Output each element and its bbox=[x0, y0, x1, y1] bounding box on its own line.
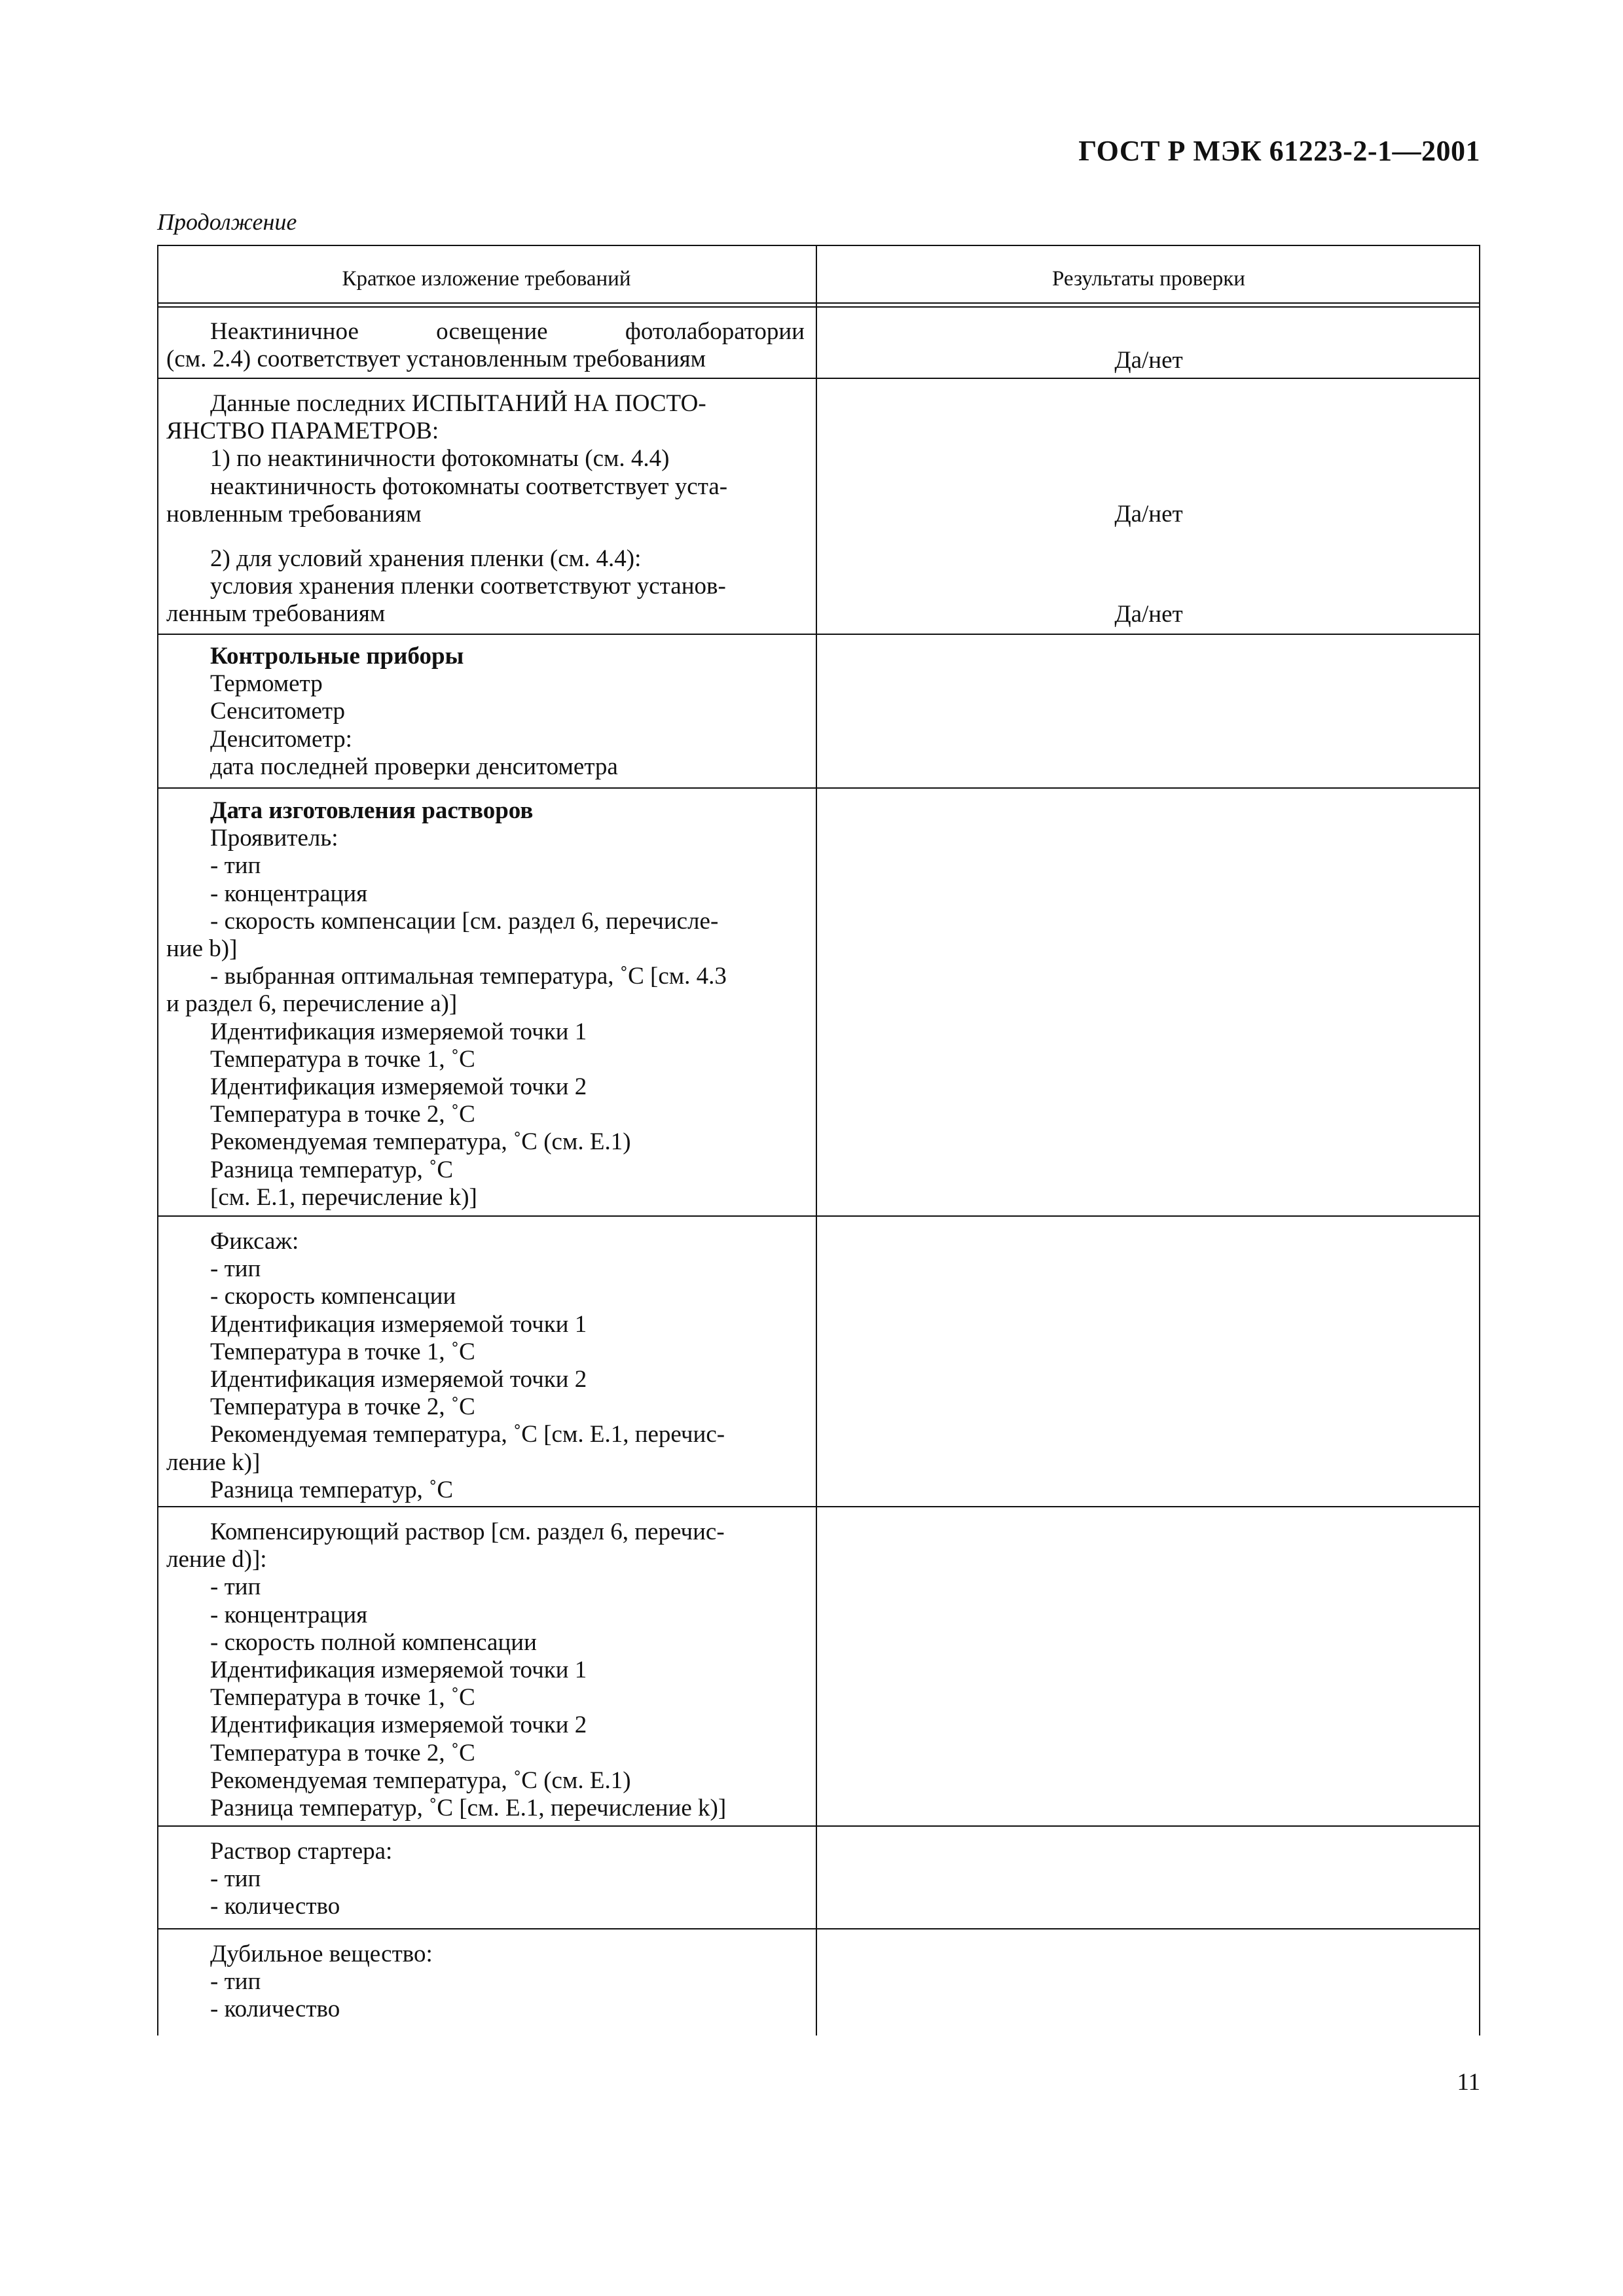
column-header-results: Результаты проверки bbox=[1052, 267, 1245, 291]
requirement-line: Проявитель: bbox=[210, 825, 338, 852]
requirement-line: (см. 2.4) соответствует установленным требованиям bbox=[166, 346, 706, 373]
requirement-line: новленным требованиям bbox=[166, 500, 422, 528]
result-yes-no: Да/нет bbox=[1114, 601, 1183, 628]
requirement-line: Идентификация измеряемой точки 2 bbox=[210, 1712, 587, 1739]
continuation-label: Продолжение bbox=[157, 209, 297, 235]
requirement-line: Сенситометр bbox=[210, 698, 346, 725]
page-number: 11 bbox=[1457, 2069, 1480, 2096]
requirement-line: - тип bbox=[210, 1865, 261, 1893]
column-header-requirements: Краткое изложение требований bbox=[342, 267, 631, 291]
table-row-replenisher bbox=[166, 1518, 805, 1822]
row-divider bbox=[157, 378, 1480, 379]
requirement-line: Разница температур, ˚С [см. Е.1, перечисление k)] bbox=[210, 1795, 727, 1822]
requirement-word: фотолаборатории bbox=[625, 318, 805, 345]
requirement-line: ление k)] bbox=[166, 1448, 261, 1476]
requirement-line: Температура в точке 2, ˚С bbox=[210, 1393, 475, 1421]
requirement-line: - концентрация bbox=[210, 1601, 368, 1628]
requirement-line: Разница температур, ˚С bbox=[210, 1476, 454, 1503]
requirement-line: Рекомендуемая температура, ˚С [см. Е.1, перечис- bbox=[210, 1421, 725, 1448]
standard-designation: ГОСТ Р МЭК 61223-2-1—2001 bbox=[1078, 135, 1480, 167]
requirement-line: Компенсирующий раствор [см. раздел 6, перечис- bbox=[210, 1518, 725, 1545]
requirement-line: Идентификация измеряемой точки 1 bbox=[210, 1310, 587, 1338]
header-rule-top bbox=[157, 302, 1480, 304]
row-divider bbox=[157, 1215, 1480, 1217]
requirement-line: Данные последних ИСПЫТАНИЙ НА ПОСТО- bbox=[210, 390, 706, 417]
requirement-line: Раствор стартера: bbox=[210, 1838, 393, 1865]
requirement-line: Идентификация измеряемой точки 1 bbox=[210, 1018, 587, 1045]
requirement-line: Разница температур, ˚С bbox=[210, 1156, 454, 1183]
table-header-row bbox=[157, 246, 1480, 302]
requirement-line: дата последней проверки денситометра bbox=[210, 753, 618, 780]
row-divider bbox=[157, 634, 1480, 635]
row-divider bbox=[157, 1506, 1480, 1507]
requirement-line: ление d)]: bbox=[166, 1546, 267, 1573]
requirement-line: - скорость компенсации bbox=[210, 1283, 456, 1310]
table-row-fixer bbox=[166, 1228, 805, 1504]
requirement-line: - скорость компенсации [см. раздел 6, перечисле- bbox=[210, 907, 719, 935]
table-row-darkroom-lighting bbox=[166, 318, 805, 373]
row-divider bbox=[157, 1825, 1480, 1827]
requirement-line bbox=[166, 318, 805, 346]
requirement-line: - тип bbox=[210, 1968, 261, 1996]
requirement-line: Термометр bbox=[210, 670, 323, 698]
requirement-line: 2) для условий хранения пленки (см. 4.4): bbox=[210, 545, 642, 573]
requirement-line: - концентрация bbox=[210, 880, 368, 907]
table-row-starter bbox=[166, 1838, 805, 1921]
requirement-line: Идентификация измеряемой точки 2 bbox=[210, 1366, 587, 1393]
row-divider bbox=[157, 787, 1480, 789]
requirement-line: ленным требованиям bbox=[166, 600, 386, 628]
table-row-constancy-tests bbox=[166, 390, 805, 628]
requirement-line: Рекомендуемая температура, ˚С (см. Е.1) bbox=[210, 1128, 631, 1156]
result-yes-no: Да/нет bbox=[1114, 501, 1183, 528]
table-row-developer bbox=[166, 797, 805, 1211]
section-heading: Контрольные приборы bbox=[210, 643, 464, 670]
requirement-line: - скорость полной компенсации bbox=[210, 1628, 537, 1656]
header-rule-bottom bbox=[157, 306, 1480, 308]
section-heading: Дата изготовления растворов bbox=[210, 797, 534, 824]
requirement-word: освещение bbox=[436, 318, 548, 345]
requirement-line: Дубильное вещество: bbox=[210, 1941, 433, 1967]
requirement-line: Фиксаж: bbox=[210, 1228, 299, 1255]
requirement-word: Неактиничное bbox=[210, 318, 359, 345]
result-yes-no: Да/нет bbox=[1114, 347, 1183, 374]
requirement-line: Температура в точке 2, ˚С bbox=[210, 1101, 475, 1128]
requirement-line: - тип bbox=[210, 1573, 261, 1601]
requirement-line: Рекомендуемая температура, ˚С (см. Е.1) bbox=[210, 1767, 631, 1794]
requirement-line: [см. Е.1, перечисление k)] bbox=[210, 1183, 477, 1211]
table-row-hardener bbox=[166, 1941, 805, 2024]
requirement-line: Температура в точке 1, ˚С bbox=[210, 1045, 475, 1073]
requirement-line: Денситометр: bbox=[210, 725, 352, 753]
requirement-line: - тип bbox=[210, 852, 261, 880]
requirement-line: - количество bbox=[210, 1893, 340, 1920]
requirement-line: 1) по неактиничности фотокомнаты (см. 4.4) bbox=[210, 445, 670, 473]
requirement-line: Температура в точке 2, ˚С bbox=[210, 1739, 475, 1767]
requirement-line: и раздел 6, перечисление а)] bbox=[166, 990, 458, 1018]
requirement-line: - выбранная оптимальная температура, ˚С [см. 4.3 bbox=[210, 963, 727, 990]
requirement-line: Идентификация измеряемой точки 1 bbox=[210, 1657, 587, 1684]
requirement-line: Температура в точке 1, ˚С bbox=[210, 1338, 475, 1365]
requirement-line: - количество bbox=[210, 1996, 340, 2023]
requirement-line: - тип bbox=[210, 1255, 261, 1283]
requirement-line: ЯНСТВО ПАРАМЕТРОВ: bbox=[166, 418, 439, 445]
requirement-line: ние b)] bbox=[166, 935, 238, 963]
table-row-control-instruments bbox=[166, 643, 805, 781]
requirement-line: условия хранения пленки соответствуют установ- bbox=[210, 573, 726, 600]
row-divider bbox=[157, 1928, 1480, 1929]
requirement-line: неактиничность фотокомнаты соответствует уста- bbox=[210, 473, 728, 500]
requirement-line: Температура в точке 1, ˚С bbox=[210, 1684, 475, 1712]
requirement-line: Идентификация измеряемой точки 2 bbox=[210, 1073, 587, 1101]
